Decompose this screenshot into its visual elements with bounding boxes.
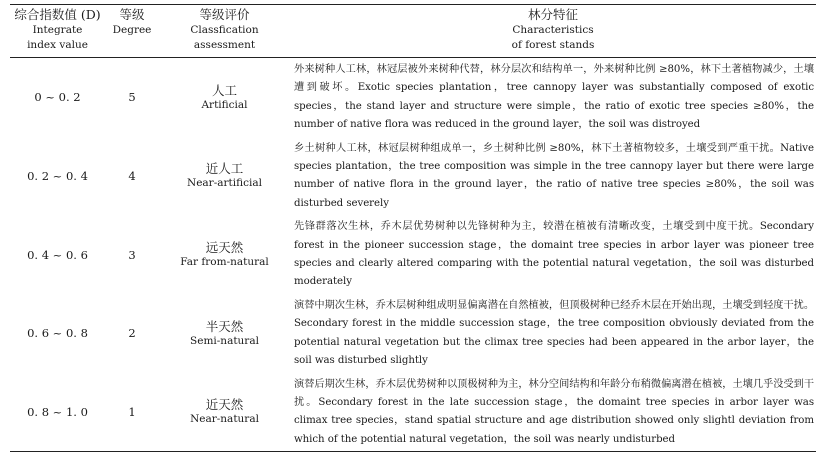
header-degree xyxy=(105,5,159,58)
table-row xyxy=(10,137,816,216)
header-characteristics xyxy=(290,5,816,58)
header-index-value-en-1: Integrate xyxy=(32,24,83,36)
table-row xyxy=(10,373,816,452)
table-row xyxy=(10,294,816,373)
assessment xyxy=(159,294,290,373)
header-assessment-en-1: Classfication xyxy=(190,24,259,36)
stand-description: 外来树种人工林，林冠层被外来树种代替，林分层次和结构单一，外来树种比例 ≥80%，林下土著植物减少，土壤遭到破坏。Exotic species plantation，tree cannopy layer was substantially composed of exotic species，the stand layer and structure were simple，the ratio of exotic tree species ≥80%，the number of native flora was reduced in the ground layer，the soil was distroyed xyxy=(294,64,814,131)
assessment-zh: 人工 xyxy=(211,82,237,98)
assessment-en: Semi-natural xyxy=(190,334,259,347)
index-range: 0. 8 ~ 1. 0 xyxy=(10,373,105,452)
header-degree-zh: 等级 xyxy=(119,7,145,22)
header-assessment-en-2: assessment xyxy=(193,39,256,51)
degree-value: 2 xyxy=(128,326,136,341)
index-range: 0. 2 ~ 0. 4 xyxy=(27,168,88,183)
header-characteristics-zh: 林分特征 xyxy=(527,7,578,22)
degree-value: 4 xyxy=(128,168,136,183)
header-characteristics-en-2: of forest stands xyxy=(511,39,595,51)
stand-description: 乡土树种人工林，林冠层树种组成单一，乡土树种比例 ≥80%，林下土著植物较多，土壤受到严重干扰。Native species plantation，the tree composition was simple in the tree cannopy layer but there were large number of native flora in the ground layer，the ratio of native tree species ≥80%，the soil was disturbed severely xyxy=(294,142,814,209)
table-row xyxy=(10,215,816,294)
table-row xyxy=(10,58,816,137)
stand-description: 先锋群落次生林，乔木层优势树种以先锋树种为主，较潜在植被有清晰改变，土壤受到中度干扰。Secondary forest in the pioneer succession stage，the domaint tree species in arbor layer was pioneer tree species and clearly altered comparing with the potential natural vegetation，the soil was disturbed moderately xyxy=(294,221,814,288)
header-assessment xyxy=(159,5,290,58)
assessment-zh: 半天然 xyxy=(205,318,244,334)
header-assessment-zh: 等级评价 xyxy=(199,7,250,22)
header-degree-en: Degree xyxy=(112,24,152,36)
index-range: 0. 6 ~ 0. 8 xyxy=(27,326,88,341)
assessment xyxy=(159,373,290,452)
assessment-en: Near-natural xyxy=(190,413,259,426)
index-range: 0 ~ 0. 2 xyxy=(34,90,81,105)
degree-value: 3 xyxy=(128,247,136,262)
assessment-en: Artificial xyxy=(201,98,248,111)
degree-value: 1 xyxy=(105,373,159,452)
header-characteristics-en-1: Characteristics xyxy=(512,24,594,36)
table-header-row xyxy=(10,5,816,58)
assessment-zh: 近人工 xyxy=(205,161,244,177)
header-index-value-en-2: index value xyxy=(27,39,88,51)
header-index-value xyxy=(10,5,105,58)
degree-value: 5 xyxy=(128,90,136,105)
assessment xyxy=(159,137,290,216)
index-range: 0. 4 ~ 0. 6 xyxy=(27,247,88,262)
header-index-value-zh: 综合指数值 (D) xyxy=(14,7,101,22)
assessment xyxy=(159,58,290,137)
stand-description: 演替后期次生林，乔木层优势树种以顶极树种为主，林分空间结构和年龄分布稍微偏离潜在植被，土壤几乎没受到干扰。Secondary forest in the late succession stage，the domaint tree species in arbor layer was climax tree species，stand spatial structure and age distribution showed only slightl deviation from which of the potential natural vegetation，the soil was nearly undisturbed xyxy=(290,373,816,452)
assessment xyxy=(159,215,290,294)
assessment-zh: 近天然 xyxy=(205,397,244,413)
assessment-en: Near-artificial xyxy=(187,177,262,190)
classification-table xyxy=(10,4,816,452)
stand-description: 演替中期次生林，乔木层树种组成明显偏离潜在自然植被，但顶极树种已经乔木层在开始出现，土壤受到轻度干扰。Secondary forest in the middle succession stage，the tree composition obviously deviated from the potential natural vegetation but the climax tree species had been appeared in the arbor layer，the soil was disturbed slightly xyxy=(294,299,814,367)
assessment-en: Far from-natural xyxy=(180,256,269,269)
assessment-zh: 远天然 xyxy=(205,240,244,256)
